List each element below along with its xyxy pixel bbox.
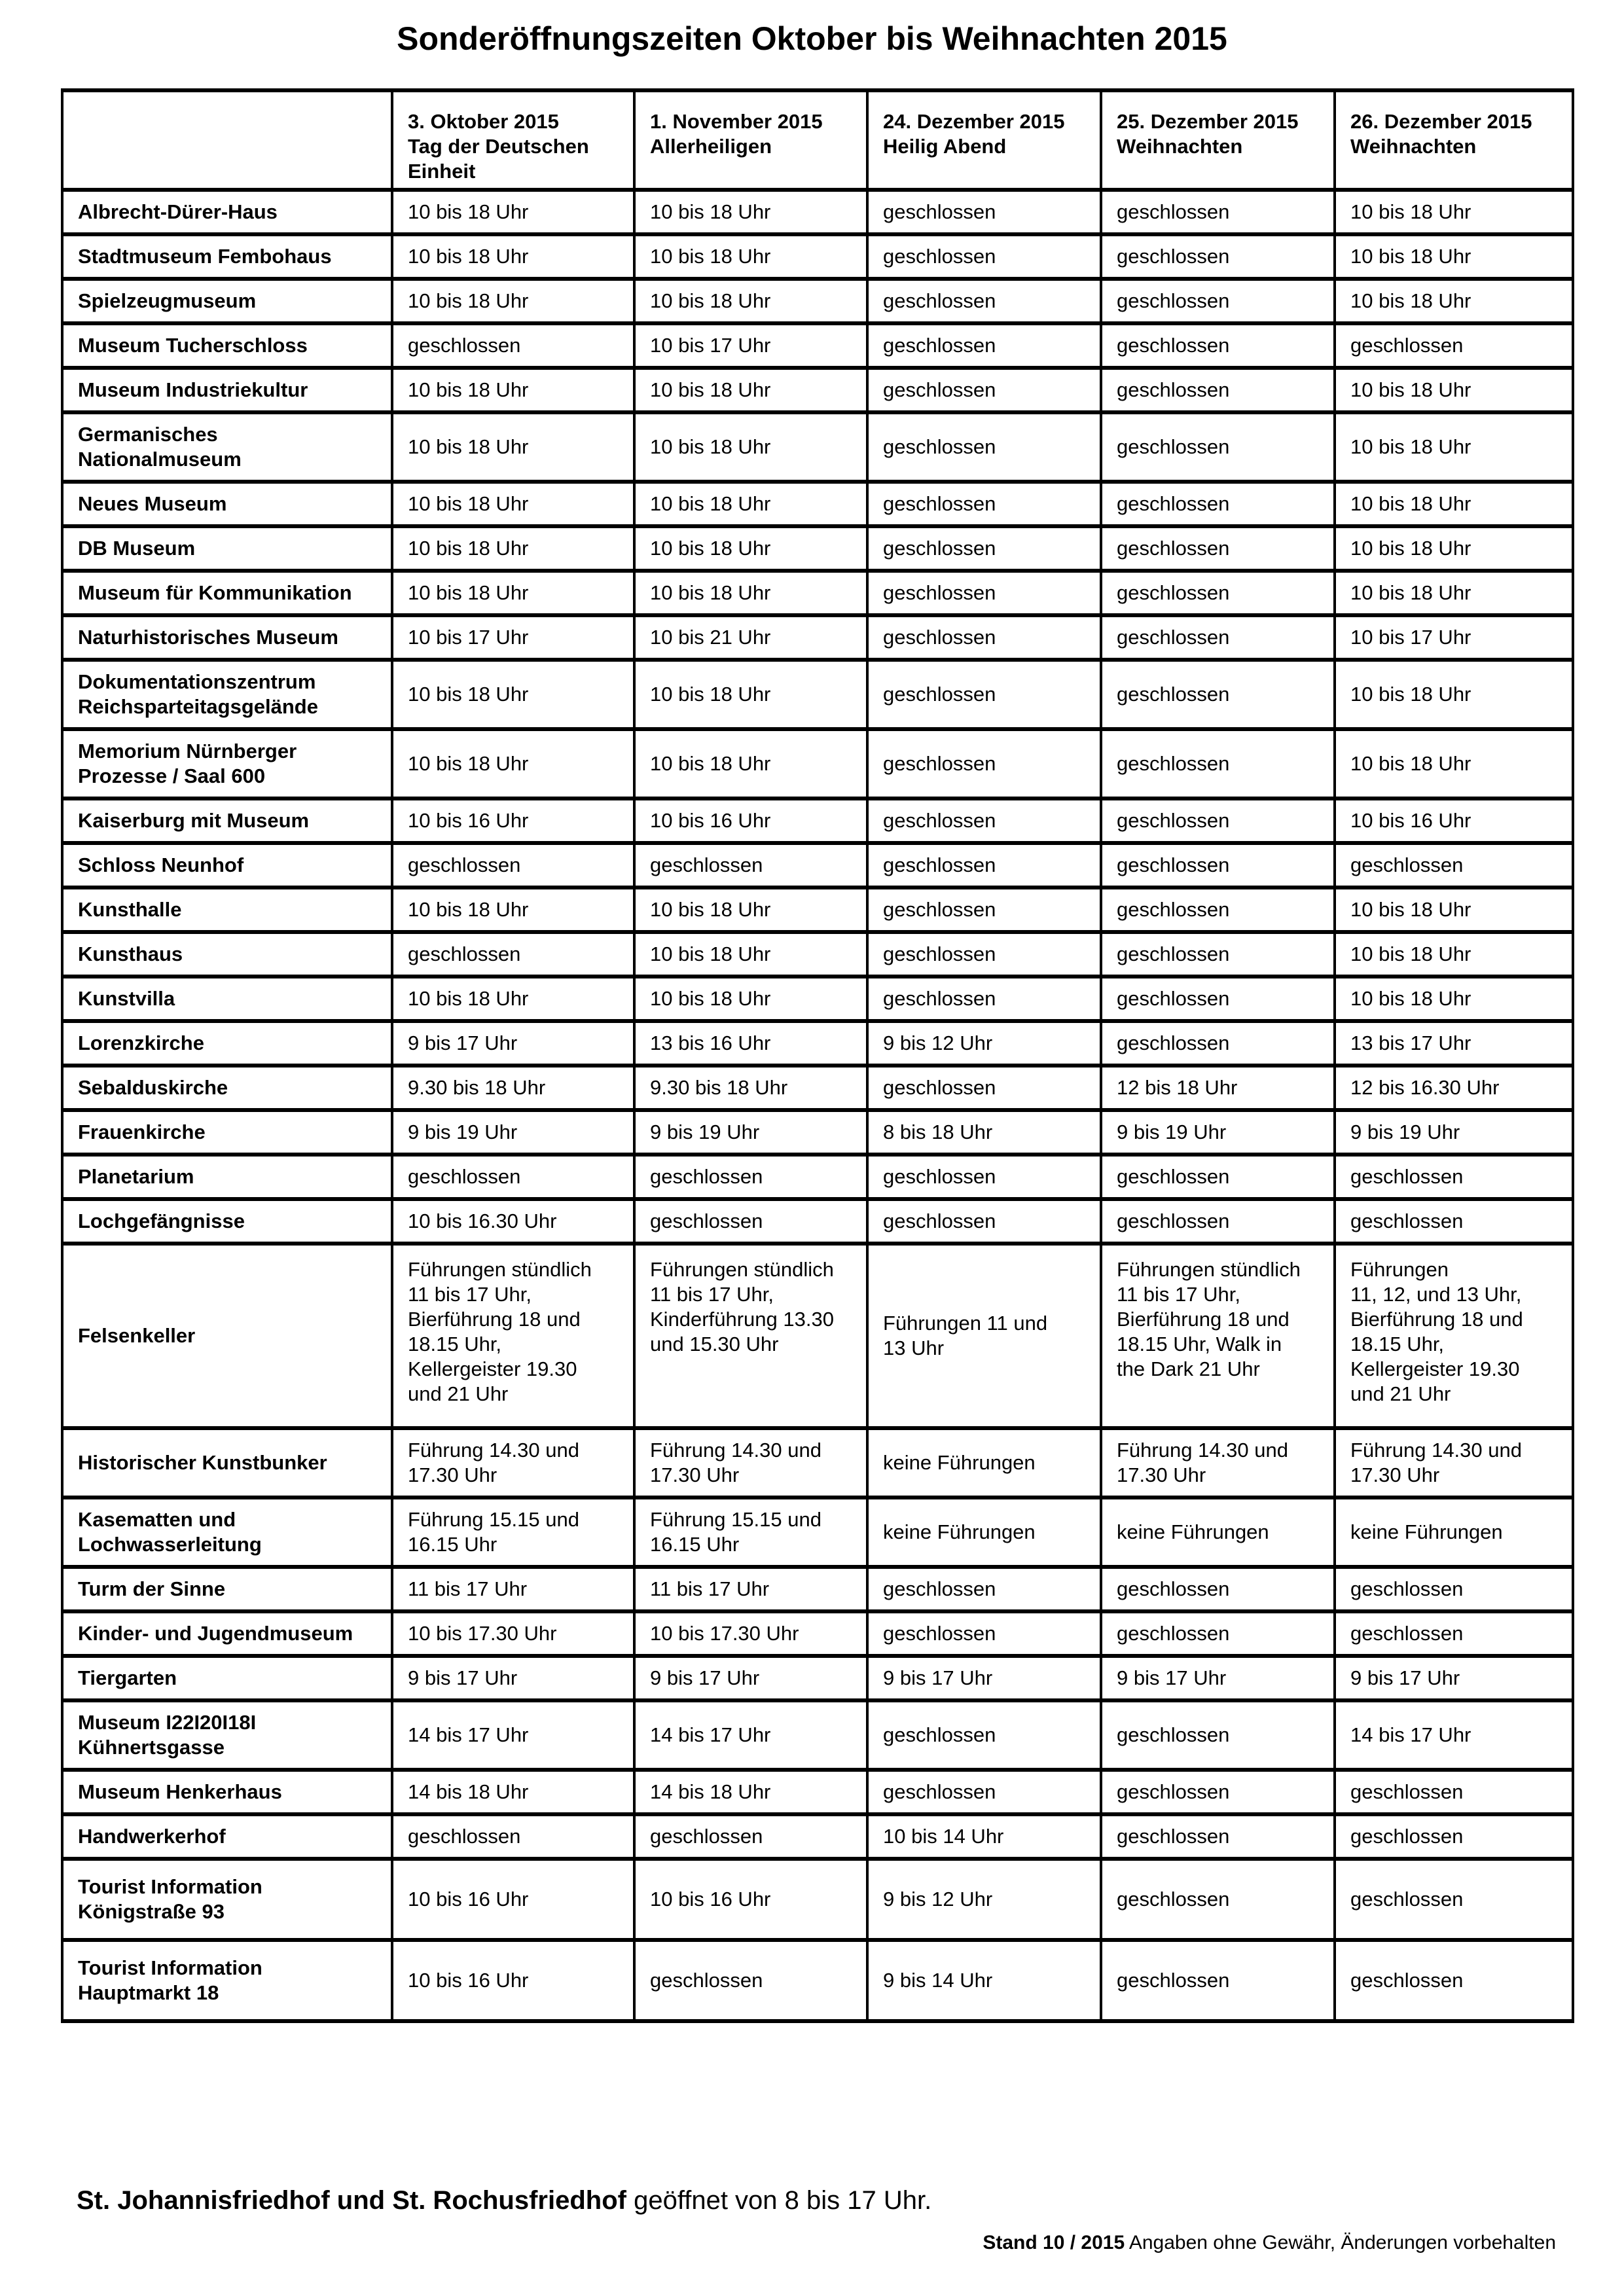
hours-cell: geschlossen <box>1101 1940 1335 2021</box>
table-row <box>62 571 1573 615</box>
venue-name: Kunsthaus <box>62 932 392 977</box>
hours-cell: geschlossen <box>867 1611 1101 1656</box>
hours-cell: 10 bis 18 Uhr <box>634 368 867 412</box>
table-row <box>62 729 1573 798</box>
hours-cell: geschlossen <box>1101 1611 1335 1656</box>
hours-cell: 10 bis 16.30 Uhr <box>392 1199 634 1244</box>
hours-cell: 12 bis 18 Uhr <box>1101 1066 1335 1110</box>
hours-cell: geschlossen <box>1101 1021 1335 1066</box>
hours-cell: 10 bis 18 Uhr <box>634 190 867 234</box>
venue-name: Historischer Kunstbunker <box>62 1428 392 1498</box>
table-row <box>62 323 1573 368</box>
hours-cell: geschlossen <box>867 1066 1101 1110</box>
table-row <box>62 1770 1573 1814</box>
hours-cell: 10 bis 18 Uhr <box>392 190 634 234</box>
hours-cell: 11 bis 17 Uhr <box>392 1567 634 1611</box>
column-header-date: 24. Dezember 2015 <box>883 110 1065 133</box>
venue-name: Dokumentationszentrum Reichsparteitagsgelände <box>62 660 392 729</box>
hours-cell: geschlossen <box>867 977 1101 1021</box>
hours-cell: geschlossen <box>1335 1199 1573 1244</box>
table-header-row <box>62 90 1573 190</box>
hours-cell: geschlossen <box>634 1199 867 1244</box>
venue-name: Stadtmuseum Fembohaus <box>62 234 392 279</box>
hours-cell: 10 bis 18 Uhr <box>1335 279 1573 323</box>
hours-cell: geschlossen <box>1101 190 1335 234</box>
hours-cell: 13 bis 16 Uhr <box>634 1021 867 1066</box>
hours-cell: 10 bis 18 Uhr <box>634 729 867 798</box>
hours-cell: geschlossen <box>1101 1770 1335 1814</box>
hours-cell: geschlossen <box>392 843 634 888</box>
venue-name: Museum I22I20I18I Kühnertsgasse <box>62 1700 392 1770</box>
venue-name: Museum für Kommunikation <box>62 571 392 615</box>
hours-cell: geschlossen <box>1101 279 1335 323</box>
venue-name: Lochgefängnisse <box>62 1199 392 1244</box>
table-row <box>62 888 1573 932</box>
hours-cell: 10 bis 17 Uhr <box>1335 615 1573 660</box>
column-header-date: 3. Oktober 2015 <box>408 110 559 133</box>
hours-cell: geschlossen <box>1101 660 1335 729</box>
hours-cell: 10 bis 18 Uhr <box>392 368 634 412</box>
table-row <box>62 1656 1573 1700</box>
hours-cell: 10 bis 18 Uhr <box>392 571 634 615</box>
hours-cell: keine Führungen <box>1335 1498 1573 1567</box>
hours-cell: geschlossen <box>1101 482 1335 526</box>
column-header-date: 1. November 2015 <box>650 110 823 133</box>
hours-cell: 10 bis 18 Uhr <box>1335 482 1573 526</box>
header-corner-cell <box>62 90 392 190</box>
hours-cell: 10 bis 16 Uhr <box>392 1859 634 1940</box>
hours-cell: 9 bis 19 Uhr <box>1101 1110 1335 1155</box>
hours-cell: geschlossen <box>1101 798 1335 843</box>
hours-cell: geschlossen <box>1335 843 1573 888</box>
hours-cell: geschlossen <box>1101 1700 1335 1770</box>
table-row <box>62 526 1573 571</box>
venue-name: Kaiserburg mit Museum <box>62 798 392 843</box>
hours-cell: geschlossen <box>1335 1859 1573 1940</box>
hours-cell: 10 bis 18 Uhr <box>1335 729 1573 798</box>
hours-cell: 10 bis 18 Uhr <box>634 412 867 482</box>
hours-cell: Führungen stündlich 11 bis 17 Uhr, Bierführung 18 und 18.15 Uhr, Walk in the Dark 21 Uhr <box>1101 1244 1335 1428</box>
hours-cell: geschlossen <box>1101 323 1335 368</box>
hours-cell: 10 bis 17.30 Uhr <box>392 1611 634 1656</box>
hours-cell: geschlossen <box>1101 368 1335 412</box>
cemetery-note <box>77 2186 931 2215</box>
column-header-occasion: Weihnachten <box>1350 135 1477 158</box>
hours-cell: 10 bis 18 Uhr <box>1335 660 1573 729</box>
hours-cell: Führung 14.30 und 17.30 Uhr <box>1335 1428 1573 1498</box>
table-row <box>62 1700 1573 1770</box>
hours-cell: Führungen stündlich 11 bis 17 Uhr, Bierführung 18 und 18.15 Uhr, Kellergeister 19.30 und 21 Uhr <box>392 1244 634 1428</box>
hours-cell: geschlossen <box>1335 323 1573 368</box>
table-row <box>62 615 1573 660</box>
venue-name: Sebalduskirche <box>62 1066 392 1110</box>
hours-cell: 10 bis 18 Uhr <box>1335 412 1573 482</box>
hours-cell: 14 bis 17 Uhr <box>634 1700 867 1770</box>
hours-cell: 10 bis 21 Uhr <box>634 615 867 660</box>
hours-cell: geschlossen <box>392 1155 634 1199</box>
hours-cell: Führungen 11 und 13 Uhr <box>867 1244 1101 1428</box>
hours-cell: geschlossen <box>867 843 1101 888</box>
table-row <box>62 932 1573 977</box>
hours-cell: geschlossen <box>1101 888 1335 932</box>
hours-cell: geschlossen <box>634 1814 867 1859</box>
table-row <box>62 798 1573 843</box>
hours-cell: 10 bis 18 Uhr <box>1335 368 1573 412</box>
hours-cell: geschlossen <box>867 234 1101 279</box>
hours-cell: geschlossen <box>867 615 1101 660</box>
hours-cell: 10 bis 18 Uhr <box>392 234 634 279</box>
hours-cell: 10 bis 17 Uhr <box>634 323 867 368</box>
hours-cell: 9 bis 12 Uhr <box>867 1021 1101 1066</box>
hours-cell: geschlossen <box>1101 234 1335 279</box>
venue-name: Kasematten und Lochwasserleitung <box>62 1498 392 1567</box>
hours-cell: 10 bis 18 Uhr <box>1335 234 1573 279</box>
column-header-date: 25. Dezember 2015 <box>1117 110 1299 133</box>
table-body <box>62 190 1573 2021</box>
hours-cell: 13 bis 17 Uhr <box>1335 1021 1573 1066</box>
hours-cell: 9 bis 19 Uhr <box>634 1110 867 1155</box>
hours-cell: 11 bis 17 Uhr <box>634 1567 867 1611</box>
hours-cell: 9 bis 17 Uhr <box>1335 1656 1573 1700</box>
venue-name: Turm der Sinne <box>62 1567 392 1611</box>
column-header-occasion: Allerheiligen <box>650 135 772 158</box>
hours-cell: 8 bis 18 Uhr <box>867 1110 1101 1155</box>
table-row <box>62 977 1573 1021</box>
hours-cell: geschlossen <box>867 526 1101 571</box>
hours-cell: geschlossen <box>392 932 634 977</box>
hours-cell: geschlossen <box>1101 729 1335 798</box>
hours-cell: keine Führungen <box>867 1498 1101 1567</box>
hours-cell: geschlossen <box>867 571 1101 615</box>
hours-cell: 10 bis 18 Uhr <box>634 526 867 571</box>
table-row <box>62 1814 1573 1859</box>
hours-cell: 14 bis 17 Uhr <box>392 1700 634 1770</box>
hours-cell: 10 bis 18 Uhr <box>392 977 634 1021</box>
hours-cell: geschlossen <box>1101 615 1335 660</box>
venue-name: Museum Henkerhaus <box>62 1770 392 1814</box>
table-row <box>62 279 1573 323</box>
venue-name: Museum Industriekultur <box>62 368 392 412</box>
hours-cell: 9 bis 17 Uhr <box>634 1656 867 1700</box>
hours-cell: geschlossen <box>867 1199 1101 1244</box>
hours-cell: geschlossen <box>634 843 867 888</box>
hours-cell: geschlossen <box>1101 843 1335 888</box>
table-row <box>62 1428 1573 1498</box>
table-row <box>62 660 1573 729</box>
hours-cell: 14 bis 18 Uhr <box>392 1770 634 1814</box>
table-row <box>62 1066 1573 1110</box>
hours-cell: 10 bis 16 Uhr <box>634 798 867 843</box>
table-row <box>62 843 1573 888</box>
hours-cell: 10 bis 14 Uhr <box>867 1814 1101 1859</box>
column-header-occasion: Weihnachten <box>1117 135 1243 158</box>
table-row <box>62 1567 1573 1611</box>
hours-cell: 10 bis 18 Uhr <box>1335 571 1573 615</box>
column-header-dec-26 <box>1335 90 1573 190</box>
hours-cell: 10 bis 18 Uhr <box>634 932 867 977</box>
venue-name: Albrecht-Dürer-Haus <box>62 190 392 234</box>
venue-name: Tiergarten <box>62 1656 392 1700</box>
table-row <box>62 1859 1573 1940</box>
hours-cell: geschlossen <box>867 729 1101 798</box>
hours-cell: 14 bis 17 Uhr <box>1335 1700 1573 1770</box>
hours-cell: geschlossen <box>1101 1814 1335 1859</box>
hours-cell: 9.30 bis 18 Uhr <box>634 1066 867 1110</box>
hours-cell: 10 bis 18 Uhr <box>1335 190 1573 234</box>
venue-name: Museum Tucherschloss <box>62 323 392 368</box>
hours-cell: geschlossen <box>867 888 1101 932</box>
hours-cell: geschlossen <box>1335 1155 1573 1199</box>
table-row <box>62 1244 1573 1428</box>
hours-cell: 10 bis 18 Uhr <box>392 412 634 482</box>
venue-name: DB Museum <box>62 526 392 571</box>
table-row <box>62 1940 1573 2021</box>
table-row <box>62 1110 1573 1155</box>
hours-cell: Führung 14.30 und 17.30 Uhr <box>1101 1428 1335 1498</box>
hours-cell: geschlossen <box>867 412 1101 482</box>
hours-cell: 9 bis 19 Uhr <box>392 1110 634 1155</box>
hours-cell: 10 bis 18 Uhr <box>392 729 634 798</box>
hours-cell: 10 bis 18 Uhr <box>634 234 867 279</box>
disclaimer-text: Angaben ohne Gewähr, Änderungen vorbehalten <box>1125 2232 1556 2253</box>
table-row <box>62 234 1573 279</box>
table-row <box>62 1498 1573 1567</box>
hours-cell: 10 bis 16 Uhr <box>392 798 634 843</box>
venue-name: Memorium Nürnberger Prozesse / Saal 600 <box>62 729 392 798</box>
hours-cell: 9.30 bis 18 Uhr <box>392 1066 634 1110</box>
hours-cell: 10 bis 16 Uhr <box>634 1859 867 1940</box>
hours-cell: geschlossen <box>867 1567 1101 1611</box>
cemetery-hours: geöffnet von 8 bis 17 Uhr. <box>626 2186 932 2215</box>
table-row <box>62 482 1573 526</box>
hours-cell: geschlossen <box>1101 1155 1335 1199</box>
hours-cell: geschlossen <box>1335 1611 1573 1656</box>
hours-cell: geschlossen <box>867 1700 1101 1770</box>
column-header-nov-1 <box>634 90 867 190</box>
table-row <box>62 1155 1573 1199</box>
hours-cell: 10 bis 18 Uhr <box>392 482 634 526</box>
hours-cell: geschlossen <box>1101 1199 1335 1244</box>
hours-cell: geschlossen <box>634 1940 867 2021</box>
venue-name: Planetarium <box>62 1155 392 1199</box>
hours-cell: 9 bis 17 Uhr <box>392 1021 634 1066</box>
table-row <box>62 1021 1573 1066</box>
hours-cell: geschlossen <box>392 323 634 368</box>
table-row <box>62 1199 1573 1244</box>
column-header-occasion: Heilig Abend <box>883 135 1007 158</box>
column-header-dec-24 <box>867 90 1101 190</box>
page-title: Sonderöffnungszeiten Oktober bis Weihnachten 2015 <box>397 20 1227 57</box>
hours-cell: geschlossen <box>1101 571 1335 615</box>
hours-cell: 10 bis 18 Uhr <box>1335 977 1573 1021</box>
hours-cell: geschlossen <box>1101 1859 1335 1940</box>
hours-cell: 9 bis 12 Uhr <box>867 1859 1101 1940</box>
venue-name: Frauenkirche <box>62 1110 392 1155</box>
venue-name: Spielzeugmuseum <box>62 279 392 323</box>
column-header-oct-3 <box>392 90 634 190</box>
stand-date: Stand 10 / 2015 <box>983 2232 1125 2253</box>
hours-cell: 10 bis 17 Uhr <box>392 615 634 660</box>
hours-cell: keine Führungen <box>867 1428 1101 1498</box>
hours-cell: geschlossen <box>1335 1770 1573 1814</box>
venue-name: Naturhistorisches Museum <box>62 615 392 660</box>
hours-cell: keine Führungen <box>1101 1498 1335 1567</box>
hours-cell: 10 bis 18 Uhr <box>392 279 634 323</box>
hours-cell: 10 bis 18 Uhr <box>634 888 867 932</box>
table-row <box>62 412 1573 482</box>
hours-cell: 14 bis 18 Uhr <box>634 1770 867 1814</box>
hours-cell: 9 bis 17 Uhr <box>392 1656 634 1700</box>
hours-cell: 10 bis 16 Uhr <box>392 1940 634 2021</box>
disclaimer-note <box>983 2232 1556 2254</box>
hours-cell: geschlossen <box>634 1155 867 1199</box>
venue-name: Handwerkerhof <box>62 1814 392 1859</box>
hours-cell: geschlossen <box>867 482 1101 526</box>
column-header-occasion: Tag der Deutschen Einheit <box>408 135 589 183</box>
hours-cell: geschlossen <box>867 1770 1101 1814</box>
hours-cell: geschlossen <box>867 279 1101 323</box>
hours-cell: geschlossen <box>867 368 1101 412</box>
hours-cell: 10 bis 18 Uhr <box>392 888 634 932</box>
venue-name: Schloss Neunhof <box>62 843 392 888</box>
hours-cell: geschlossen <box>1101 526 1335 571</box>
hours-cell: 10 bis 18 Uhr <box>1335 888 1573 932</box>
table-row <box>62 1611 1573 1656</box>
hours-cell: geschlossen <box>1101 977 1335 1021</box>
hours-cell: geschlossen <box>1335 1814 1573 1859</box>
hours-cell: 10 bis 18 Uhr <box>634 977 867 1021</box>
venue-name: Tourist Information Königstraße 93 <box>62 1859 392 1940</box>
venue-name: Neues Museum <box>62 482 392 526</box>
hours-cell: 10 bis 18 Uhr <box>634 660 867 729</box>
hours-cell: 10 bis 18 Uhr <box>392 660 634 729</box>
hours-cell: geschlossen <box>867 798 1101 843</box>
venue-name: Felsenkeller <box>62 1244 392 1428</box>
table-row <box>62 368 1573 412</box>
column-header-date: 26. Dezember 2015 <box>1350 110 1532 133</box>
hours-cell: 10 bis 18 Uhr <box>1335 932 1573 977</box>
hours-cell: 10 bis 18 Uhr <box>634 482 867 526</box>
hours-cell: geschlossen <box>867 190 1101 234</box>
hours-cell: geschlossen <box>1101 412 1335 482</box>
venue-name: Kinder- und Jugendmuseum <box>62 1611 392 1656</box>
hours-cell: geschlossen <box>1101 932 1335 977</box>
hours-cell: Führungen stündlich 11 bis 17 Uhr, Kinderführung 13.30 und 15.30 Uhr <box>634 1244 867 1428</box>
hours-cell: geschlossen <box>867 323 1101 368</box>
venue-name: Kunsthalle <box>62 888 392 932</box>
hours-cell: 10 bis 18 Uhr <box>634 279 867 323</box>
hours-cell: Führung 15.15 und 16.15 Uhr <box>634 1498 867 1567</box>
hours-cell: geschlossen <box>867 932 1101 977</box>
hours-cell: 12 bis 16.30 Uhr <box>1335 1066 1573 1110</box>
hours-cell: geschlossen <box>1335 1940 1573 2021</box>
opening-hours-table <box>61 88 1574 2023</box>
venue-name: Germanisches Nationalmuseum <box>62 412 392 482</box>
hours-cell: 9 bis 17 Uhr <box>1101 1656 1335 1700</box>
column-header-dec-25 <box>1101 90 1335 190</box>
hours-cell: Führung 15.15 und 16.15 Uhr <box>392 1498 634 1567</box>
venue-name: Lorenzkirche <box>62 1021 392 1066</box>
venue-name: Kunstvilla <box>62 977 392 1021</box>
hours-cell: 10 bis 17.30 Uhr <box>634 1611 867 1656</box>
hours-cell: Führungen 11, 12, und 13 Uhr, Bierführung 18 und 18.15 Uhr, Kellergeister 19.30 und 21 Uhr <box>1335 1244 1573 1428</box>
hours-cell: 10 bis 16 Uhr <box>1335 798 1573 843</box>
hours-cell: 10 bis 18 Uhr <box>392 526 634 571</box>
hours-cell: 9 bis 19 Uhr <box>1335 1110 1573 1155</box>
hours-cell: 10 bis 18 Uhr <box>634 571 867 615</box>
hours-cell: 10 bis 18 Uhr <box>1335 526 1573 571</box>
hours-cell: 9 bis 14 Uhr <box>867 1940 1101 2021</box>
hours-cell: geschlossen <box>1335 1567 1573 1611</box>
cemetery-names: St. Johannisfriedhof und St. Rochusfriedhof <box>77 2186 626 2215</box>
table-row <box>62 190 1573 234</box>
hours-cell: Führung 14.30 und 17.30 Uhr <box>634 1428 867 1498</box>
venue-name: Tourist Information Hauptmarkt 18 <box>62 1940 392 2021</box>
hours-cell: Führung 14.30 und 17.30 Uhr <box>392 1428 634 1498</box>
hours-cell: geschlossen <box>392 1814 634 1859</box>
hours-cell: geschlossen <box>1101 1567 1335 1611</box>
hours-cell: geschlossen <box>867 660 1101 729</box>
hours-cell: geschlossen <box>867 1155 1101 1199</box>
hours-cell: 9 bis 17 Uhr <box>867 1656 1101 1700</box>
